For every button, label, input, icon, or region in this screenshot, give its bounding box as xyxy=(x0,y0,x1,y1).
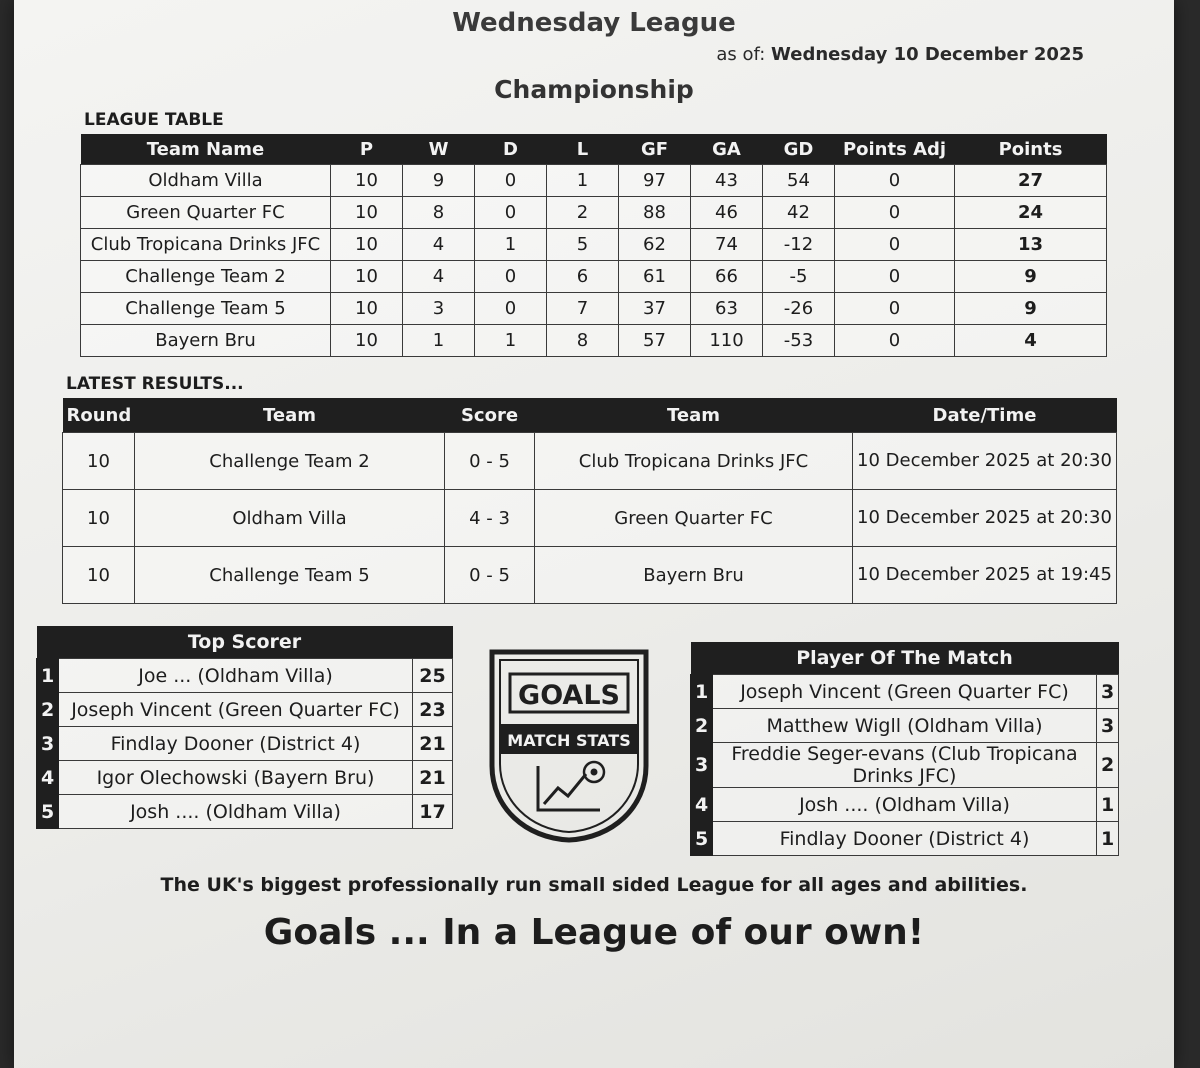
stat-cell: 5 xyxy=(547,229,619,261)
top-scorer-table xyxy=(36,626,453,829)
result-cell: 0 - 5 xyxy=(445,433,535,490)
result-cell: Bayern Bru xyxy=(535,547,853,604)
growth-chart-football-icon xyxy=(538,762,604,810)
player-of-the-match-table xyxy=(690,642,1119,856)
stat-cell: 74 xyxy=(691,229,763,261)
results-column-header: Date/Time xyxy=(853,398,1117,433)
result-cell: 10 December 2025 at 20:30 xyxy=(853,490,1117,547)
stat-cell: 0 xyxy=(835,325,955,357)
stat-cell: 13 xyxy=(955,229,1107,261)
stat-cell: 2 xyxy=(547,197,619,229)
stat-cell: 7 xyxy=(547,293,619,325)
rank-number: 5 xyxy=(37,795,59,829)
result-cell: 10 December 2025 at 19:45 xyxy=(853,547,1117,604)
rank-number: 5 xyxy=(691,822,713,856)
rank-number: 3 xyxy=(691,743,713,788)
result-cell: 4 - 3 xyxy=(445,490,535,547)
stat-cell: -53 xyxy=(763,325,835,357)
stat-cell: 6 xyxy=(547,261,619,293)
stat-cell: 24 xyxy=(955,197,1107,229)
table-row xyxy=(81,261,1107,293)
player-name: Josh .... (Oldham Villa) xyxy=(59,795,413,829)
league-table xyxy=(80,134,1107,357)
rank-number: 4 xyxy=(691,788,713,822)
stat-cell: 61 xyxy=(619,261,691,293)
rank-number: 2 xyxy=(691,709,713,743)
stat-cell: 66 xyxy=(691,261,763,293)
result-cell: 10 December 2025 at 20:30 xyxy=(853,433,1117,490)
list-item xyxy=(691,675,1119,709)
stat-cell: 57 xyxy=(619,325,691,357)
table-row xyxy=(81,325,1107,357)
stat-cell: 54 xyxy=(763,165,835,197)
table-row xyxy=(81,197,1107,229)
results-table xyxy=(62,398,1117,604)
stat-cell: 9 xyxy=(403,165,475,197)
stat-cell: 1 xyxy=(403,325,475,357)
stat-cell: 0 xyxy=(475,197,547,229)
stat-cell: 4 xyxy=(403,261,475,293)
player-name: Igor Olechowski (Bayern Bru) xyxy=(59,761,413,795)
team-name-cell: Green Quarter FC xyxy=(81,197,331,229)
player-count: 1 xyxy=(1097,822,1119,856)
player-name: Freddie Seger-evans (Club Tropicana Drinks JFC) xyxy=(713,743,1097,788)
stat-cell: 43 xyxy=(691,165,763,197)
player-name: Josh .... (Oldham Villa) xyxy=(713,788,1097,822)
player-name: Matthew Wigll (Oldham Villa) xyxy=(713,709,1097,743)
stat-cell: 46 xyxy=(691,197,763,229)
stat-cell: 3 xyxy=(403,293,475,325)
stat-cell: 8 xyxy=(547,325,619,357)
stat-cell: 63 xyxy=(691,293,763,325)
result-cell: 10 xyxy=(63,433,135,490)
league-table-body xyxy=(81,165,1107,357)
stat-cell: 10 xyxy=(331,229,403,261)
player-count: 23 xyxy=(413,693,453,727)
stat-cell: 10 xyxy=(331,325,403,357)
result-cell: Green Quarter FC xyxy=(535,490,853,547)
list-item xyxy=(691,743,1119,788)
stat-cell: 0 xyxy=(835,197,955,229)
table-row xyxy=(81,165,1107,197)
results-table-body xyxy=(63,433,1117,604)
stat-cell: 8 xyxy=(403,197,475,229)
tagline: The UK's biggest professionally run small sided League for all ages and abilities. xyxy=(160,874,1028,896)
results-column-header: Team xyxy=(535,398,853,433)
stat-cell: 0 xyxy=(835,261,955,293)
player-name: Joseph Vincent (Green Quarter FC) xyxy=(59,693,413,727)
stat-cell: 0 xyxy=(475,261,547,293)
league-column-header: GD xyxy=(763,134,835,165)
player-name: Findlay Dooner (District 4) xyxy=(713,822,1097,856)
player-count: 25 xyxy=(413,659,453,693)
stat-cell: 0 xyxy=(835,165,955,197)
stat-cell: 0 xyxy=(475,165,547,197)
goals-logo xyxy=(488,648,650,844)
top-scorer-body xyxy=(37,659,453,829)
player-of-the-match-title: Player Of The Match xyxy=(691,642,1119,675)
stat-cell: 37 xyxy=(619,293,691,325)
league-sheet xyxy=(14,0,1174,1068)
league-column-header: Points xyxy=(955,134,1107,165)
stat-cell: 27 xyxy=(955,165,1107,197)
league-column-header: L xyxy=(547,134,619,165)
league-header-row xyxy=(81,134,1107,165)
stat-cell: 42 xyxy=(763,197,835,229)
list-item xyxy=(691,709,1119,743)
stat-cell: 88 xyxy=(619,197,691,229)
table-row xyxy=(81,229,1107,261)
result-cell: 0 - 5 xyxy=(445,547,535,604)
division-title: Championship xyxy=(494,75,694,104)
team-name-cell: Bayern Bru xyxy=(81,325,331,357)
rank-number: 1 xyxy=(691,675,713,709)
league-table-label: LEAGUE TABLE xyxy=(84,110,224,130)
league-column-header: GA xyxy=(691,134,763,165)
logo-subtitle: MATCH STATS xyxy=(507,731,631,750)
league-column-header: D xyxy=(475,134,547,165)
as-of-value: Wednesday 10 December 2025 xyxy=(771,44,1084,65)
stat-cell: 0 xyxy=(835,293,955,325)
slogan: Goals ... In a League of our own! xyxy=(263,912,925,953)
rank-number: 1 xyxy=(37,659,59,693)
player-count: 21 xyxy=(413,727,453,761)
stat-cell: 1 xyxy=(547,165,619,197)
player-count: 1 xyxy=(1097,788,1119,822)
player-name: Findlay Dooner (District 4) xyxy=(59,727,413,761)
stat-cell: -5 xyxy=(763,261,835,293)
table-row xyxy=(63,433,1117,490)
top-scorer-title: Top Scorer xyxy=(37,626,453,659)
rank-number: 4 xyxy=(37,761,59,795)
player-name: Joe ... (Oldham Villa) xyxy=(59,659,413,693)
list-item xyxy=(37,761,453,795)
results-header-row xyxy=(63,398,1117,433)
table-row xyxy=(63,547,1117,604)
list-item xyxy=(37,727,453,761)
stat-cell: 9 xyxy=(955,293,1107,325)
player-count: 21 xyxy=(413,761,453,795)
list-item xyxy=(37,659,453,693)
list-item xyxy=(37,693,453,727)
stat-cell: 0 xyxy=(475,293,547,325)
player-of-the-match-body xyxy=(691,675,1119,856)
stat-cell: 1 xyxy=(475,325,547,357)
player-count: 3 xyxy=(1097,709,1119,743)
list-item xyxy=(691,822,1119,856)
stat-cell: -12 xyxy=(763,229,835,261)
player-count: 17 xyxy=(413,795,453,829)
results-column-header: Round xyxy=(63,398,135,433)
stat-cell: 97 xyxy=(619,165,691,197)
stat-cell: 10 xyxy=(331,293,403,325)
result-cell: Club Tropicana Drinks JFC xyxy=(535,433,853,490)
result-cell: Challenge Team 2 xyxy=(135,433,445,490)
result-cell: Challenge Team 5 xyxy=(135,547,445,604)
rank-number: 2 xyxy=(37,693,59,727)
stat-cell: 10 xyxy=(331,197,403,229)
list-item xyxy=(37,795,453,829)
as-of-label: as of: xyxy=(716,44,766,65)
team-name-cell: Challenge Team 5 xyxy=(81,293,331,325)
stat-cell: 10 xyxy=(331,165,403,197)
as-of-date xyxy=(716,44,1084,65)
stat-cell: 9 xyxy=(955,261,1107,293)
results-column-header: Score xyxy=(445,398,535,433)
logo-word: GOALS xyxy=(518,680,620,711)
results-column-header: Team xyxy=(135,398,445,433)
team-name-cell: Oldham Villa xyxy=(81,165,331,197)
latest-results-label: LATEST RESULTS... xyxy=(66,374,244,394)
player-count: 3 xyxy=(1097,675,1119,709)
stat-cell: 110 xyxy=(691,325,763,357)
table-row xyxy=(63,490,1117,547)
team-name-cell: Challenge Team 2 xyxy=(81,261,331,293)
stat-cell: 1 xyxy=(475,229,547,261)
rank-number: 3 xyxy=(37,727,59,761)
player-count: 2 xyxy=(1097,743,1119,788)
stat-cell: 4 xyxy=(955,325,1107,357)
page-title: Wednesday League xyxy=(452,8,736,38)
team-name-cell: Club Tropicana Drinks JFC xyxy=(81,229,331,261)
result-cell: 10 xyxy=(63,490,135,547)
league-column-header: W xyxy=(403,134,475,165)
league-column-header: Team Name xyxy=(81,134,331,165)
league-column-header: GF xyxy=(619,134,691,165)
stat-cell: -26 xyxy=(763,293,835,325)
list-item xyxy=(691,788,1119,822)
stat-cell: 62 xyxy=(619,229,691,261)
league-column-header: P xyxy=(331,134,403,165)
result-cell: 10 xyxy=(63,547,135,604)
stat-cell: 0 xyxy=(835,229,955,261)
league-column-header: Points Adj xyxy=(835,134,955,165)
player-name: Joseph Vincent (Green Quarter FC) xyxy=(713,675,1097,709)
result-cell: Oldham Villa xyxy=(135,490,445,547)
stat-cell: 10 xyxy=(331,261,403,293)
table-row xyxy=(81,293,1107,325)
stat-cell: 4 xyxy=(403,229,475,261)
